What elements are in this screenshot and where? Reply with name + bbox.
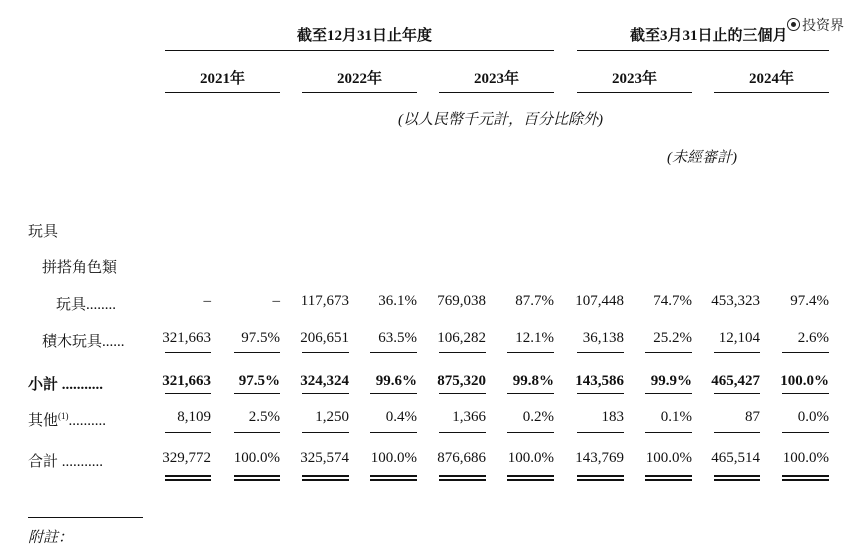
total-double-underline (234, 475, 280, 481)
table-cell: 465,514 (711, 450, 760, 466)
cell-underline (645, 352, 692, 353)
cell-underline (302, 393, 349, 394)
table-cell: 100.0% (233, 450, 280, 466)
table-cell: 183 (601, 409, 624, 425)
table-cell: – (203, 293, 211, 309)
table-cell: 875,320 (437, 373, 486, 389)
cell-underline (370, 432, 417, 433)
total-double-underline (165, 475, 211, 481)
header-quarter-group: 截至3月31日止的三個月 (630, 28, 788, 44)
year-header-2023: 2023年 (474, 71, 520, 87)
total-double-underline (782, 475, 829, 481)
table-cell: 100.0% (780, 373, 829, 389)
cell-underline (714, 393, 760, 394)
cell-underline (507, 393, 554, 394)
year-header-2021: 2021年 (200, 71, 246, 87)
table-cell: 143,769 (575, 450, 624, 466)
table-cell: 325,574 (300, 450, 349, 466)
table-cell: 74.7% (653, 293, 692, 309)
cell-underline (165, 393, 211, 394)
total-double-underline (714, 475, 760, 481)
year-rule-2023 (439, 92, 554, 93)
total-double-underline (302, 475, 349, 481)
footnote-rule (28, 517, 143, 518)
year-header-2024-q: 2024年 (749, 71, 795, 87)
cell-underline (782, 432, 829, 433)
table-cell: 97.5% (238, 373, 280, 389)
table-cell: 329,772 (162, 450, 211, 466)
cell-underline (714, 432, 760, 433)
table-cell: 1,250 (315, 409, 349, 425)
cell-underline (165, 352, 211, 353)
watermark (787, 15, 844, 35)
table-cell: 1,366 (452, 409, 486, 425)
cell-underline (577, 432, 624, 433)
cell-underline (507, 352, 554, 353)
year-rule-2021 (165, 92, 280, 93)
table-cell: 0.2% (522, 409, 554, 425)
cell-underline (165, 432, 211, 433)
table-cell: 12.1% (515, 330, 554, 346)
table-cell: 107,448 (575, 293, 624, 309)
table-cell: 25.2% (653, 330, 692, 346)
row-label-total: 合計 ........... (28, 454, 104, 470)
cell-underline (439, 352, 486, 353)
table-cell: 87 (745, 409, 760, 425)
cell-underline (370, 393, 417, 394)
table-cell: 100.0% (782, 450, 829, 466)
table-cell: 117,673 (300, 293, 349, 309)
table-cell: – (272, 293, 280, 309)
cell-underline (370, 352, 417, 353)
section-building-character: 拼搭角色類 (42, 260, 118, 276)
year-header-2022: 2022年 (337, 71, 383, 87)
year-rule-2022 (302, 92, 417, 93)
table-cell: 99.9% (650, 373, 692, 389)
cell-underline (645, 393, 692, 394)
table-cell: 0.1% (660, 409, 692, 425)
cell-underline (782, 393, 829, 394)
table-cell: 8,109 (177, 409, 211, 425)
table-cell: 453,323 (711, 293, 760, 309)
row-label-blocks: 積木玩具...... (42, 334, 125, 350)
cell-underline (507, 432, 554, 433)
watermark-logo-icon (787, 18, 800, 31)
table-cell: 36,138 (582, 330, 624, 346)
table-cell: 97.5% (241, 330, 280, 346)
table-cell: 87.7% (515, 293, 554, 309)
row-label-subtotal: 小計 ........... (28, 377, 104, 393)
unit-note: (以人民幣千元計，百分比除外) (398, 112, 603, 128)
table-cell: 2.5% (248, 409, 280, 425)
total-double-underline (439, 475, 486, 481)
cell-underline (645, 432, 692, 433)
cell-underline (577, 393, 624, 394)
year-rule-2024-q (714, 92, 829, 93)
table-cell: 100.0% (507, 450, 554, 466)
table-cell: 324,324 (300, 373, 349, 389)
unaudited-note: (未經審計) (667, 150, 737, 166)
table-cell: 99.6% (375, 373, 417, 389)
table-cell: 36.1% (378, 293, 417, 309)
total-double-underline (577, 475, 624, 481)
footnote-title: 附註： (28, 530, 74, 546)
cell-underline (234, 393, 280, 394)
cell-underline (439, 393, 486, 394)
table-cell: 0.4% (385, 409, 417, 425)
table-cell: 321,663 (162, 373, 211, 389)
cell-underline (782, 352, 829, 353)
cell-underline (302, 432, 349, 433)
row-label-others-dots: .......... (68, 413, 107, 429)
total-double-underline (507, 475, 554, 481)
cell-underline (302, 352, 349, 353)
watermark-text: 投资界 (802, 18, 844, 34)
table-cell: 97.4% (790, 293, 829, 309)
row-label-others-footnote: (1) (58, 411, 69, 421)
table-cell: 321,663 (162, 330, 211, 346)
row-label-toys: 玩具........ (56, 297, 117, 313)
total-double-underline (370, 475, 417, 481)
total-double-underline (645, 475, 692, 481)
cell-underline (234, 352, 280, 353)
table-cell: 143,586 (575, 373, 624, 389)
header-quarter-group-rule (577, 50, 829, 51)
table-cell: 106,282 (437, 330, 486, 346)
year-rule-2023-q (577, 92, 692, 93)
table-cell: 206,651 (300, 330, 349, 346)
row-label-others (28, 409, 106, 430)
table-cell: 876,686 (437, 450, 486, 466)
table-cell: 12,104 (718, 330, 760, 346)
cell-underline (714, 352, 760, 353)
cell-underline (577, 352, 624, 353)
year-header-2023-q: 2023年 (612, 71, 658, 87)
cell-underline (234, 432, 280, 433)
table-cell: 100.0% (370, 450, 417, 466)
table-cell: 465,427 (711, 373, 760, 389)
table-cell: 99.8% (512, 373, 554, 389)
table-cell: 63.5% (378, 330, 417, 346)
row-label-others-text: 其他 (28, 413, 59, 429)
section-toys: 玩具 (28, 224, 59, 240)
table-cell: 100.0% (645, 450, 692, 466)
table-cell: 2.6% (797, 330, 829, 346)
table-cell: 769,038 (437, 293, 486, 309)
header-year-group-rule (165, 50, 554, 51)
table-cell: 0.0% (797, 409, 829, 425)
header-year-group: 截至12月31日止年度 (297, 28, 433, 44)
cell-underline (439, 432, 486, 433)
